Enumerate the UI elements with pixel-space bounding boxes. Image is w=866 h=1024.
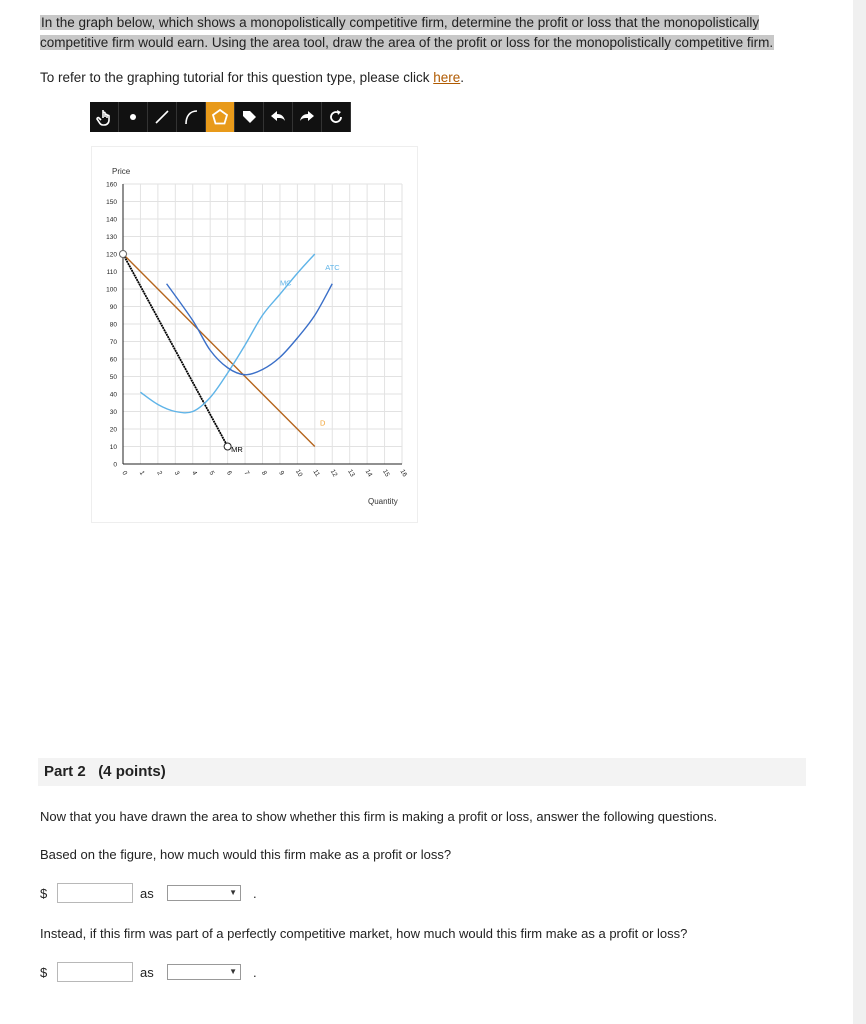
series-atc-curve	[167, 284, 333, 375]
question-1-text: Based on the figure, how much would this firm make as a profit or loss?	[40, 847, 452, 862]
chevron-down-icon: ▼	[229, 888, 237, 897]
answer-2-profit-loss-select[interactable]	[167, 964, 241, 980]
series-atc-label: ATC	[325, 262, 340, 272]
curve-tool-button[interactable]	[177, 102, 206, 132]
reset-tool-button[interactable]	[322, 102, 351, 132]
redo-arrow-icon	[298, 108, 316, 126]
x-tick-label: 15	[381, 468, 391, 479]
x-tick-label: 0	[120, 469, 129, 477]
curve-icon	[182, 108, 200, 126]
hand-tool-button[interactable]	[90, 102, 119, 132]
as-label: as	[140, 885, 154, 901]
question-2-text: Instead, if this firm was part of a perfectly competitive market, how much would this firm make as a profit or loss?	[40, 926, 688, 941]
x-tick-label: 10	[293, 468, 304, 479]
y-tick-label: 100	[106, 286, 117, 294]
y-tick-label: 140	[106, 216, 117, 224]
scrollbar-track[interactable]	[853, 0, 866, 1024]
series-mr-label: MR	[231, 444, 243, 454]
answer-row-2	[40, 961, 257, 983]
x-tick-label: 5	[207, 469, 216, 477]
pentagon-icon	[211, 108, 229, 126]
x-tick-label: 4	[190, 469, 198, 477]
undo-tool-button[interactable]	[264, 102, 293, 132]
x-tick-label: 14	[363, 468, 374, 479]
part2-header	[38, 758, 806, 786]
hand-icon	[95, 108, 113, 126]
x-tick-label: 13	[346, 468, 356, 479]
area-tool-button[interactable]	[206, 102, 235, 132]
series-d-label: D	[320, 418, 326, 428]
x-tick-label: 2	[155, 469, 164, 477]
question-highlighted-text: In the graph below, which shows a monopolistically competitive firm, determine the profit or loss that the monopolistically competitive firm would earn. Using the area tool, draw the area of the profit or loss for the monopolistically competitive firm.	[40, 15, 774, 50]
x-tick-label: 8	[259, 469, 268, 477]
x-tick-label: 12	[328, 468, 339, 479]
undo-arrow-icon	[269, 108, 287, 126]
y-tick-label: 50	[109, 374, 117, 381]
part2-title: Part 2 (4 points)	[44, 763, 166, 780]
answer-2-input[interactable]	[57, 962, 133, 982]
period: .	[253, 964, 257, 980]
redo-tool-button[interactable]	[293, 102, 322, 132]
tag-icon	[240, 108, 258, 126]
dot-icon	[124, 108, 142, 126]
line-icon	[153, 108, 171, 126]
x-axis-label: Quantity	[368, 497, 398, 506]
period: .	[253, 885, 257, 901]
x-tick-label: 3	[172, 469, 181, 477]
label-tool-button[interactable]	[235, 102, 264, 132]
x-tick-label: 6	[224, 469, 233, 477]
y-tick-label: 60	[109, 356, 117, 364]
y-tick-label: 130	[106, 234, 117, 241]
x-tick-label: 1	[137, 469, 146, 477]
part2-intro: Now that you have drawn the area to show whether this firm is making a profit or loss, answer the following questions.	[40, 809, 718, 824]
chevron-down-icon: ▼	[229, 967, 237, 976]
series-mc-label: MC	[279, 278, 292, 288]
y-tick-label: 30	[109, 409, 117, 416]
answer-1-profit-loss-select[interactable]	[167, 885, 241, 901]
x-tick-label: 9	[277, 469, 286, 477]
question-text	[40, 13, 810, 53]
currency-symbol: $	[40, 885, 48, 901]
as-label: as	[140, 964, 154, 980]
currency-symbol: $	[40, 964, 48, 980]
y-tick-label: 80	[109, 321, 117, 329]
y-tick-label: 150	[106, 199, 117, 206]
y-tick-label: 110	[106, 269, 117, 276]
y-tick-label: 10	[109, 444, 117, 451]
graph-toolbar	[90, 102, 351, 132]
graph-canvas[interactable]	[92, 147, 417, 522]
x-tick-label: 7	[242, 469, 251, 477]
y-tick-label: 40	[109, 391, 117, 399]
x-tick-label: 16	[398, 468, 409, 479]
answer-row-1	[40, 882, 257, 904]
graph-card	[91, 146, 418, 523]
y-tick-label: 20	[109, 426, 117, 434]
curve-start-handle	[120, 251, 127, 258]
tutorial-line	[40, 70, 464, 85]
y-tick-label: 0	[113, 461, 117, 469]
mr-endpoint-handle	[224, 443, 231, 450]
y-tick-label: 120	[106, 251, 117, 259]
tutorial-prefix: To refer to the graphing tutorial for this question type, please click	[40, 70, 434, 85]
point-tool-button[interactable]	[119, 102, 148, 132]
line-tool-button[interactable]	[148, 102, 177, 132]
answer-1-input[interactable]	[57, 883, 133, 903]
y-axis-label: Price	[112, 167, 131, 176]
reset-icon	[327, 108, 345, 126]
x-tick-label: 11	[311, 468, 321, 478]
y-tick-label: 70	[109, 339, 117, 346]
tutorial-suffix: .	[460, 70, 465, 85]
y-tick-label: 160	[106, 181, 117, 189]
tutorial-link[interactable]: here	[433, 70, 461, 85]
y-tick-label: 90	[109, 304, 117, 311]
